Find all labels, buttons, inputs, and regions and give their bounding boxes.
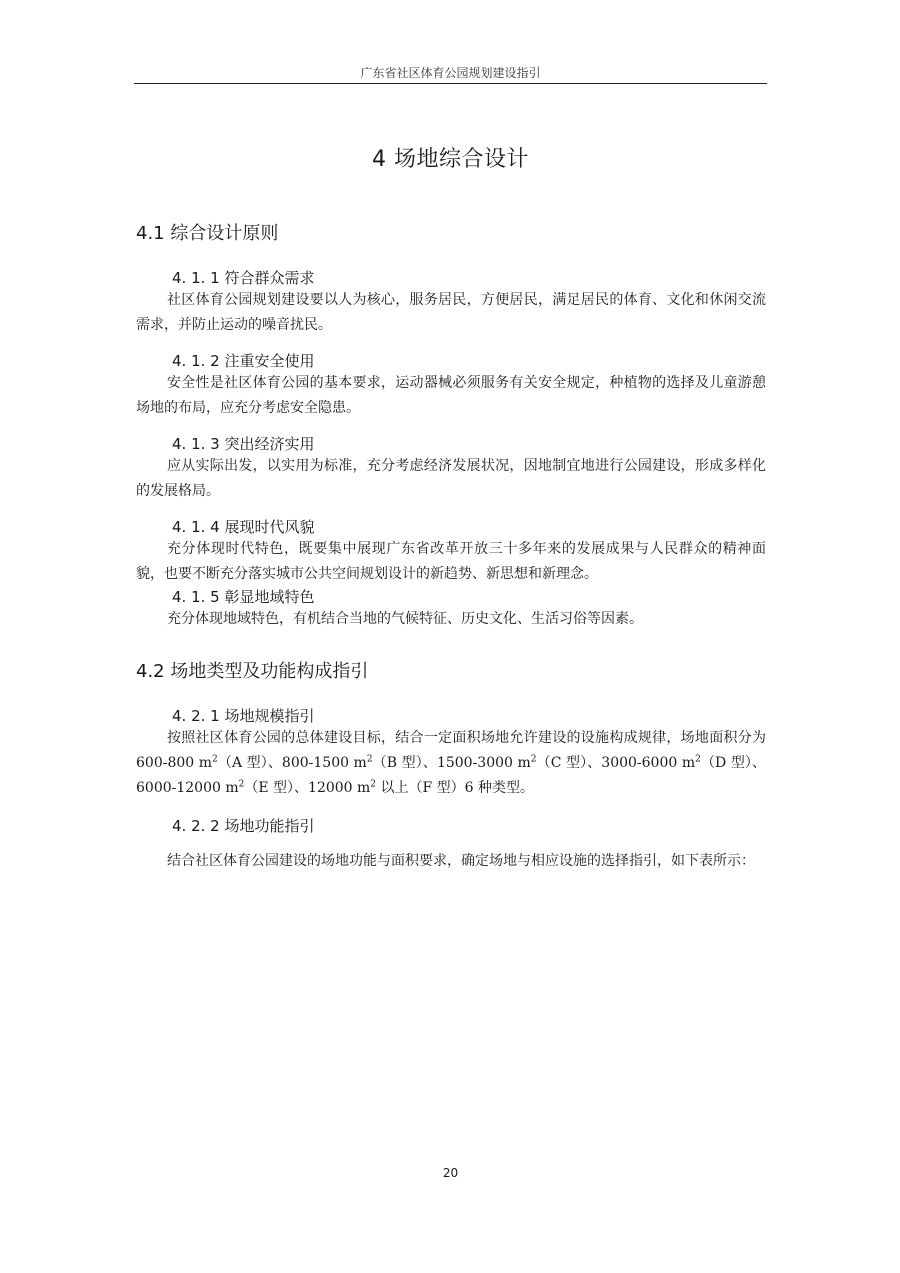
superscript-2: 2 bbox=[238, 779, 245, 790]
subsection-title-4-1-2: 4. 1. 2 注重安全使用 bbox=[172, 352, 315, 370]
subsection-title-4-2-1: 4. 2. 1 场地规模指引 bbox=[172, 707, 315, 725]
superscript-2: 2 bbox=[370, 779, 377, 790]
superscript-2: 2 bbox=[212, 754, 218, 765]
type-label-f: 以上（F 型）6 种类型。 bbox=[376, 780, 535, 796]
area-range-d: 3000-6000 m bbox=[601, 755, 696, 771]
type-label-d: （D 型）、 bbox=[700, 755, 767, 771]
paragraph-4-1-2: 安全性是社区体育公园的基本要求，运动器械必须服务有关安全规定，种植物的选择及儿童游憩场地的布局，应充分考虑安全隐患。 bbox=[136, 375, 766, 416]
paragraph-4-1-5: 充分体现地域特色，有机结合当地的气候特征、历史文化、生活习俗等因素。 bbox=[167, 611, 643, 627]
paragraph-4-2-2: 结合社区体育公园建设的场地功能与面积要求，确定场地与相应设施的选择指引，如下表所示： bbox=[167, 853, 755, 869]
subsection-title-4-1-1: 4. 1. 1 符合群众需求 bbox=[172, 269, 315, 287]
section-title-4-1: 4.1 综合设计原则 bbox=[136, 223, 279, 244]
paragraph-4-2-1 bbox=[136, 726, 766, 801]
area-range-f: 12000 m bbox=[308, 780, 371, 796]
superscript-2: 2 bbox=[530, 754, 537, 765]
subsection-title-4-1-5: 4. 1. 5 彰显地域特色 bbox=[172, 588, 315, 606]
type-label-a: （A 型）、 bbox=[217, 755, 282, 771]
area-range-b: 800-1500 m bbox=[281, 755, 367, 771]
chapter-title: 4 场地综合设计 bbox=[372, 147, 529, 172]
type-label-b: （B 型）、 bbox=[372, 755, 437, 771]
section-title-4-2: 4.2 场地类型及功能构成指引 bbox=[136, 661, 369, 682]
area-range-e: 6000-12000 m bbox=[136, 780, 239, 796]
subsection-title-4-1-4: 4. 1. 4 展现时代风貌 bbox=[172, 518, 315, 536]
area-range-a: 600-800 m bbox=[136, 755, 213, 771]
paragraph-4-1-3: 应从实际出发，以实用为标准，充分考虑经济发展状况，因地制宜地进行公园建设，形成多样化的发展格局。 bbox=[136, 458, 766, 499]
type-label-e: （E 型）、 bbox=[244, 780, 309, 796]
paragraph-4-1-1: 社区体育公园规划建设要以人为核心，服务居民，方便居民，满足居民的体育、文化和休闲交流需求，并防止运动的噪音扰民。 bbox=[136, 292, 766, 333]
area-range-c: 1500-3000 m bbox=[436, 755, 531, 771]
type-label-c: （C 型）、 bbox=[536, 755, 602, 771]
paragraph-4-1-4: 充分体现时代特色，既要集中展现广东省改革开放三十多年来的发展成果与人民群众的精神面貌，也要不断充分落实城市公共空间规划设计的新趋势、新思想和新理念。 bbox=[136, 541, 766, 582]
superscript-2: 2 bbox=[695, 754, 701, 765]
page-number: 20 bbox=[442, 1166, 459, 1180]
running-header: 广东省社区体育公园规划建设指引 bbox=[360, 66, 541, 80]
superscript-2: 2 bbox=[366, 754, 373, 765]
scale-intro-text: 按照社区体育公园的总体建设目标，结合一定面积场地允许建设的设施构成规律，场地面积分为 bbox=[167, 730, 766, 746]
subsection-title-4-1-3: 4. 1. 3 突出经济实用 bbox=[172, 435, 315, 453]
header-rule bbox=[134, 83, 767, 84]
subsection-title-4-2-2: 4. 2. 2 场地功能指引 bbox=[172, 817, 315, 835]
